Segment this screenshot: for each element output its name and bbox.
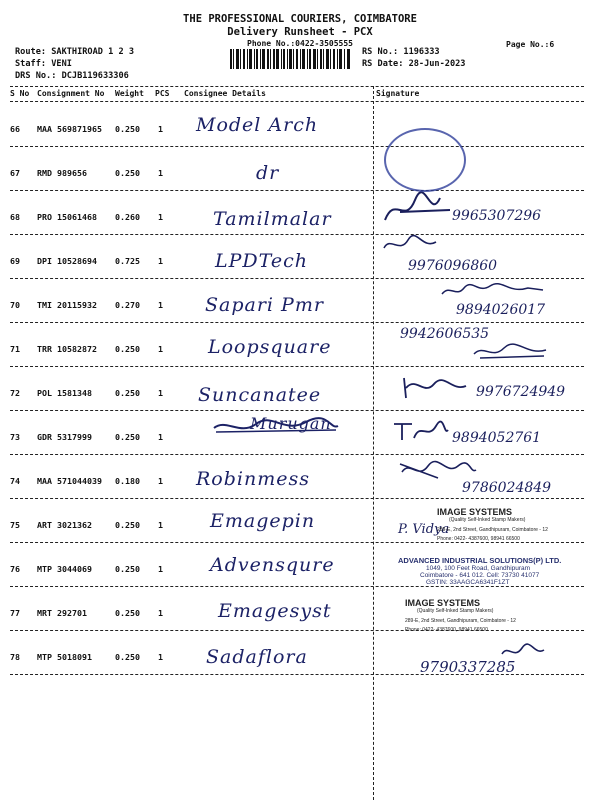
row-pcs: 1 bbox=[158, 300, 163, 310]
row-consignment: ART 3021362 bbox=[37, 520, 92, 530]
company-phone: Phone No.:0422-3505555 bbox=[247, 39, 353, 48]
row-consignee: Tamilmalar bbox=[213, 208, 332, 230]
table-row bbox=[0, 234, 600, 277]
row-consignment: MRT 292701 bbox=[37, 608, 87, 618]
row-sno: 73 bbox=[10, 432, 20, 442]
stamp-address: 289-E, 2nd Street, Gandhipuram, Coimbatore - 12 bbox=[437, 527, 548, 533]
row-signature-phone: 9976096860 bbox=[408, 258, 498, 274]
stamp-address: Coimbatore - 641 012. Cell: 73730 41077 bbox=[420, 572, 540, 579]
row-pcs: 1 bbox=[158, 212, 163, 222]
row-consignee: Robinmess bbox=[196, 468, 310, 490]
row-sno: 76 bbox=[10, 564, 20, 574]
row-consignee: Emagepin bbox=[210, 510, 316, 532]
row-sno: 69 bbox=[10, 256, 20, 266]
row-consignee: Sadaflora bbox=[206, 646, 308, 668]
row-signature-phone: 9976724949 bbox=[476, 384, 566, 400]
company-name: THE PROFESSIONAL COURIERS, COIMBATORE bbox=[183, 13, 417, 25]
staff-label: Staff: VENI bbox=[15, 59, 72, 69]
stamp-name: IMAGE SYSTEMS bbox=[405, 598, 481, 608]
advanced-industrial-stamp bbox=[398, 556, 561, 586]
row-signature-phone: 9790337285 bbox=[420, 658, 516, 676]
row-consignment: MTP 5018091 bbox=[37, 652, 92, 662]
row-sno: 70 bbox=[10, 300, 20, 310]
row-sno: 72 bbox=[10, 388, 20, 398]
row-consignee: LPDTech bbox=[215, 250, 308, 272]
row-pcs: 1 bbox=[158, 256, 163, 266]
row-weight: 0.250 bbox=[115, 124, 140, 134]
row-signature-phone: 9965307296 bbox=[452, 208, 542, 224]
row-consignment: GDR 5317999 bbox=[37, 432, 92, 442]
row-weight: 0.260 bbox=[115, 212, 140, 222]
stamp-phone: Phone: 0422- 4387600, 98941 66500 bbox=[405, 627, 488, 633]
row-pcs: 1 bbox=[158, 124, 163, 134]
signature-scribble bbox=[470, 340, 550, 362]
rs-number: RS No.: 1196333 bbox=[362, 47, 440, 57]
col-header-consignment: Consignment No bbox=[37, 89, 105, 98]
row-consignee: dr bbox=[256, 162, 280, 184]
row-pcs: 1 bbox=[158, 564, 163, 574]
image-systems-stamp bbox=[405, 598, 516, 633]
row-consignee: Suncanatee bbox=[198, 384, 322, 406]
row-weight: 0.180 bbox=[115, 476, 140, 486]
stamp-sub: (Quality Self-Inked Stamp Makers) bbox=[449, 517, 526, 523]
row-consignee: Murugan bbox=[250, 414, 332, 433]
row-pcs: 1 bbox=[158, 388, 163, 398]
row-consignment: PRO 15061468 bbox=[37, 212, 97, 222]
col-header-weight: Weight bbox=[115, 89, 144, 98]
row-weight: 0.250 bbox=[115, 388, 140, 398]
row-sno: 68 bbox=[10, 212, 20, 222]
row-sno: 66 bbox=[10, 124, 20, 134]
row-weight: 0.250 bbox=[115, 432, 140, 442]
row-pcs: 1 bbox=[158, 168, 163, 178]
row-pcs: 1 bbox=[158, 432, 163, 442]
table-row bbox=[0, 366, 600, 409]
row-consignee: Sapari Pmr bbox=[205, 294, 324, 316]
stamp-gstin: GSTIN: 33AAGCA6341F1ZT bbox=[426, 579, 510, 586]
row-signature-phone: 9786024849 bbox=[462, 480, 552, 496]
row-weight: 0.250 bbox=[115, 168, 140, 178]
barcode-image bbox=[230, 49, 350, 69]
row-sno: 75 bbox=[10, 520, 20, 530]
row-consignee: Advensqure bbox=[210, 554, 335, 576]
table-row bbox=[0, 454, 600, 497]
row-consignment: MTP 3044069 bbox=[37, 564, 92, 574]
row-consignment: RMD 989656 bbox=[37, 168, 87, 178]
drs-number: DRS No.: DCJB119633306 bbox=[15, 71, 129, 81]
col-header-consignee: Consignee Details bbox=[184, 89, 266, 98]
table-top-rule bbox=[10, 86, 584, 87]
row-sno: 67 bbox=[10, 168, 20, 178]
row-signature-phone: 9942606535 bbox=[400, 326, 490, 342]
row-pcs: 1 bbox=[158, 476, 163, 486]
row-weight: 0.725 bbox=[115, 256, 140, 266]
stamp-sub: (Quality Self-Inked Stamp Makers) bbox=[417, 608, 494, 614]
signature-scribble bbox=[390, 418, 450, 442]
document-title: Delivery Runsheet - PCX bbox=[227, 26, 373, 38]
rs-date: RS Date: 28-Jun-2023 bbox=[362, 59, 466, 69]
row-signature-phone: 9894052761 bbox=[452, 430, 542, 446]
row-consignment: TMI 20115932 bbox=[37, 300, 97, 310]
row-consignment: POL 1581348 bbox=[37, 388, 92, 398]
table-row bbox=[0, 102, 600, 145]
company-round-stamp bbox=[384, 128, 466, 192]
col-header-sno: S No bbox=[10, 89, 30, 98]
row-weight: 0.250 bbox=[115, 564, 140, 574]
stamp-name: ADVANCED INDUSTRIAL SOLUTIONS(P) LTD. bbox=[398, 556, 562, 565]
row-weight: 0.250 bbox=[115, 652, 140, 662]
stamp-phone: Phone: 0422- 4387600, 98941 66500 bbox=[437, 536, 520, 542]
table-row bbox=[0, 190, 600, 233]
row-pcs: 1 bbox=[158, 608, 163, 618]
signature-scribble bbox=[400, 372, 470, 402]
stamp-address: 289-E, 2nd Street, Gandhipuram, Coimbatore - 12 bbox=[405, 618, 516, 624]
row-signature-phone: 9894026017 bbox=[456, 302, 546, 318]
strikethrough-scribble bbox=[210, 412, 340, 438]
stamp-name: IMAGE SYSTEMS bbox=[437, 507, 513, 517]
route-label: Route: SAKTHIROAD 1 2 3 bbox=[15, 47, 134, 57]
row-weight: 0.270 bbox=[115, 300, 140, 310]
row-divider bbox=[10, 674, 584, 675]
row-pcs: 1 bbox=[158, 652, 163, 662]
signature-scribble bbox=[498, 640, 548, 662]
signature-scribble bbox=[380, 234, 440, 256]
signature-scribble bbox=[380, 190, 460, 230]
col-header-pcs: PCS bbox=[155, 89, 170, 98]
row-sno: 74 bbox=[10, 476, 20, 486]
signature-scribble bbox=[398, 458, 478, 482]
stamp-address: 1049, 100 Feet Road, Gandhipuram bbox=[426, 565, 531, 572]
row-sno: 77 bbox=[10, 608, 20, 618]
col-header-signature: Signature bbox=[376, 89, 420, 98]
row-pcs: 1 bbox=[158, 344, 163, 354]
row-sno: 71 bbox=[10, 344, 20, 354]
row-consignment: DPI 10528694 bbox=[37, 256, 97, 266]
row-consignment: MAA 569871965 bbox=[37, 124, 102, 134]
row-consignee: Emagesyst bbox=[218, 600, 332, 622]
table-row bbox=[0, 146, 600, 189]
row-weight: 0.250 bbox=[115, 344, 140, 354]
row-weight: 0.250 bbox=[115, 520, 140, 530]
signature-scribble bbox=[438, 280, 548, 300]
row-pcs: 1 bbox=[158, 520, 163, 530]
row-sno: 78 bbox=[10, 652, 20, 662]
row-consignee: Loopsquare bbox=[208, 336, 332, 358]
row-weight: 0.250 bbox=[115, 608, 140, 618]
image-systems-stamp bbox=[437, 507, 548, 542]
row-consignment: MAA 571044039 bbox=[37, 476, 102, 486]
row-consignee: Model Arch bbox=[196, 114, 319, 136]
row-signature-name: P. Vidya bbox=[398, 522, 450, 537]
row-consignment: TRR 10582872 bbox=[37, 344, 97, 354]
page-number: Page No.:6 bbox=[506, 40, 555, 49]
